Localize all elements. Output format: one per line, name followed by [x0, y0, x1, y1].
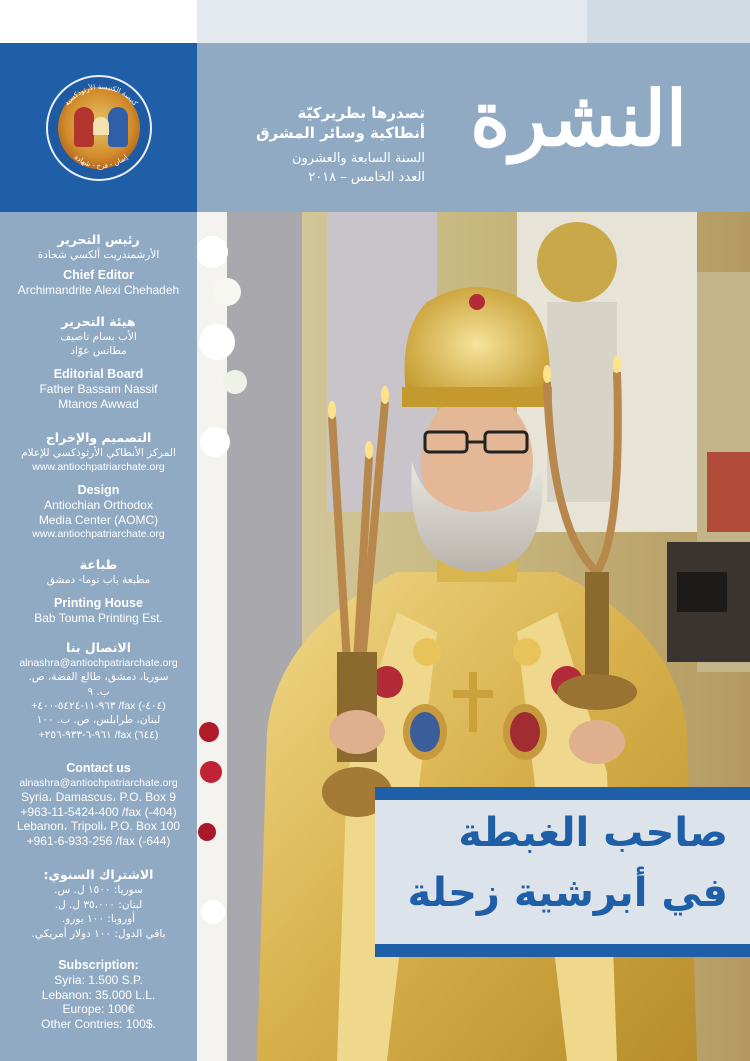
chief-editor-ar-title: رئيس التحرير — [57, 232, 140, 247]
contact-ar-phone-1: +٩٦٣-١١-٥٤٢٤-٤٠٠ /fax (-٤٠٤) — [31, 700, 166, 712]
sub-en-title: Subscription: — [58, 958, 139, 972]
headline-line-2: في أبرشية زحلة — [407, 870, 728, 916]
contact-ar-title: الاتصال بنا — [66, 640, 131, 655]
svg-text:إيمان - فرح - شهادة — [73, 153, 130, 170]
credits-sidebar — [0, 212, 197, 1061]
sub-ar-lebanon: لبنان: ٣٥،٠٠٠ ل. ل. — [54, 898, 143, 911]
top-strip-accent — [587, 0, 750, 43]
masthead — [197, 43, 750, 212]
seal-text-bottom: إيمان - فرح - شهادة — [72, 153, 130, 171]
contact-en-title: Contact us — [66, 761, 131, 775]
board-ar-name-2: مطانس عوّاد — [70, 345, 127, 357]
headline-bar-top — [375, 787, 750, 800]
seal-ring-text — [48, 77, 152, 181]
publisher-line-1: تصدرها بطريركيّة — [297, 104, 425, 122]
contact-ar-phone-2: +٩٦١-٦-٩٣٣-٢٥٦ /fax (٦٤٤) — [38, 728, 159, 741]
contact-en-address-2: Lebanon، Tripoli، P.O. Box 100 — [16, 819, 181, 833]
design-en-url: www.antiochpatriarchate.org — [32, 528, 165, 540]
contact-ar — [0, 640, 197, 742]
chief-editor-en-title: Chief Editor — [63, 268, 134, 282]
printing-en — [0, 595, 197, 626]
editorial-board-ar — [0, 314, 197, 358]
design-ar — [0, 430, 197, 474]
contact-en-email: alnashra@antiochpatriarchate.org — [19, 777, 178, 789]
design-ar-url: www.antiochpatriarchate.org — [32, 461, 165, 473]
magazine-logo — [437, 71, 687, 201]
design-en — [0, 482, 197, 541]
sub-en-syria: Syria: 1.500 S.P. — [54, 973, 143, 987]
design-en-title: Design — [77, 483, 120, 497]
contact-ar-address-1: سوريا، دمشق، طالع الفضة، ص. — [28, 671, 169, 683]
print-ar-title: طباعة — [79, 557, 118, 572]
seal-text-top: كنيسة الكنيسة الأرثوذكسية — [62, 82, 140, 108]
chief-editor-en-name: Archimandrite Alexi Chehadeh — [17, 283, 180, 297]
contact-en-phone-1: +963-11-5424-400 /fax (-404) — [20, 804, 177, 819]
sub-en-europe: Europe: 100€ — [62, 1002, 135, 1016]
sub-en-other: Other Contries: 100$. — [41, 1016, 156, 1031]
print-ar-name: مطبعة باب توما- دمشق — [46, 574, 151, 586]
subscription-en — [0, 957, 197, 1031]
board-en-name-2: Mtanos Awwad — [58, 396, 139, 411]
publisher-line-2: أنطاكية وسائر المشرق — [256, 124, 425, 142]
contact-ar-address-2: ب. ٩ — [87, 685, 110, 698]
subscription-ar — [0, 867, 197, 941]
sub-ar-syria: سوريا: ١٥٠٠ ل. س. — [54, 884, 143, 896]
sub-ar-title: الاشتراك السنوي: — [43, 867, 154, 882]
board-en-title: Editorial Board — [53, 367, 144, 381]
board-ar-name-1: الأب بسام ناصيف — [60, 331, 137, 343]
headline-line-1: صاحب الغبطة — [458, 810, 728, 856]
editorial-board-en — [0, 366, 197, 411]
sub-ar-europe: أوروبا: ١٠٠ يورو. — [61, 913, 136, 925]
contact-ar-email: alnashra@antiochpatriarchate.org — [19, 657, 178, 669]
year-line: السنة السابعة والعشرون — [291, 151, 425, 166]
seal-panel — [0, 43, 197, 212]
print-en-title: Printing House — [54, 596, 143, 610]
chief-editor-ar — [0, 232, 197, 262]
design-ar-title: التصميم والإخراج — [45, 430, 152, 445]
contact-ar-address-3: لبنان، طرابلس، ص. ب. ١٠٠ — [36, 714, 161, 726]
headline-bar-bottom — [375, 944, 750, 957]
issue-line: العدد الخامس – ٢٠١٨ — [308, 170, 425, 185]
cover-headline — [375, 787, 750, 957]
board-ar-title: هيئة التحرير — [61, 314, 136, 329]
design-ar-name: المركز الأنطاكي الأرثوذكسي للإعلام — [21, 447, 176, 459]
contact-en — [0, 760, 197, 848]
board-en-name-1: Father Bassam Nassif — [39, 382, 158, 396]
patriarchate-seal — [46, 75, 152, 181]
contact-en-phone-2: +961-6-933-256 /fax (-644) — [26, 833, 171, 848]
chief-editor-en — [0, 267, 197, 298]
print-en-name: Bab Touma Printing Est. — [34, 611, 163, 625]
logo-text: النشرة — [470, 74, 687, 163]
publisher-info — [215, 103, 425, 187]
contact-en-address-1: Syria، Damascus، P.O. Box 9 — [21, 790, 176, 804]
top-strip — [197, 0, 750, 43]
chief-editor-ar-name: الأرشمندريت ألكسي شحادة — [37, 249, 160, 261]
sub-en-lebanon: Lebanon: 35.000 L.L. — [41, 987, 156, 1002]
design-en-name-1: Antiochian Orthodox — [44, 498, 153, 512]
sub-ar-other: باقي الدول: ١٠٠ دولار أمريكي. — [31, 927, 166, 940]
design-en-name-2: Media Center (AOMC) — [38, 512, 159, 527]
printing-ar — [0, 557, 197, 587]
svg-text:كنيسة الكنيسة الأرثوذكسية — [63, 83, 140, 108]
